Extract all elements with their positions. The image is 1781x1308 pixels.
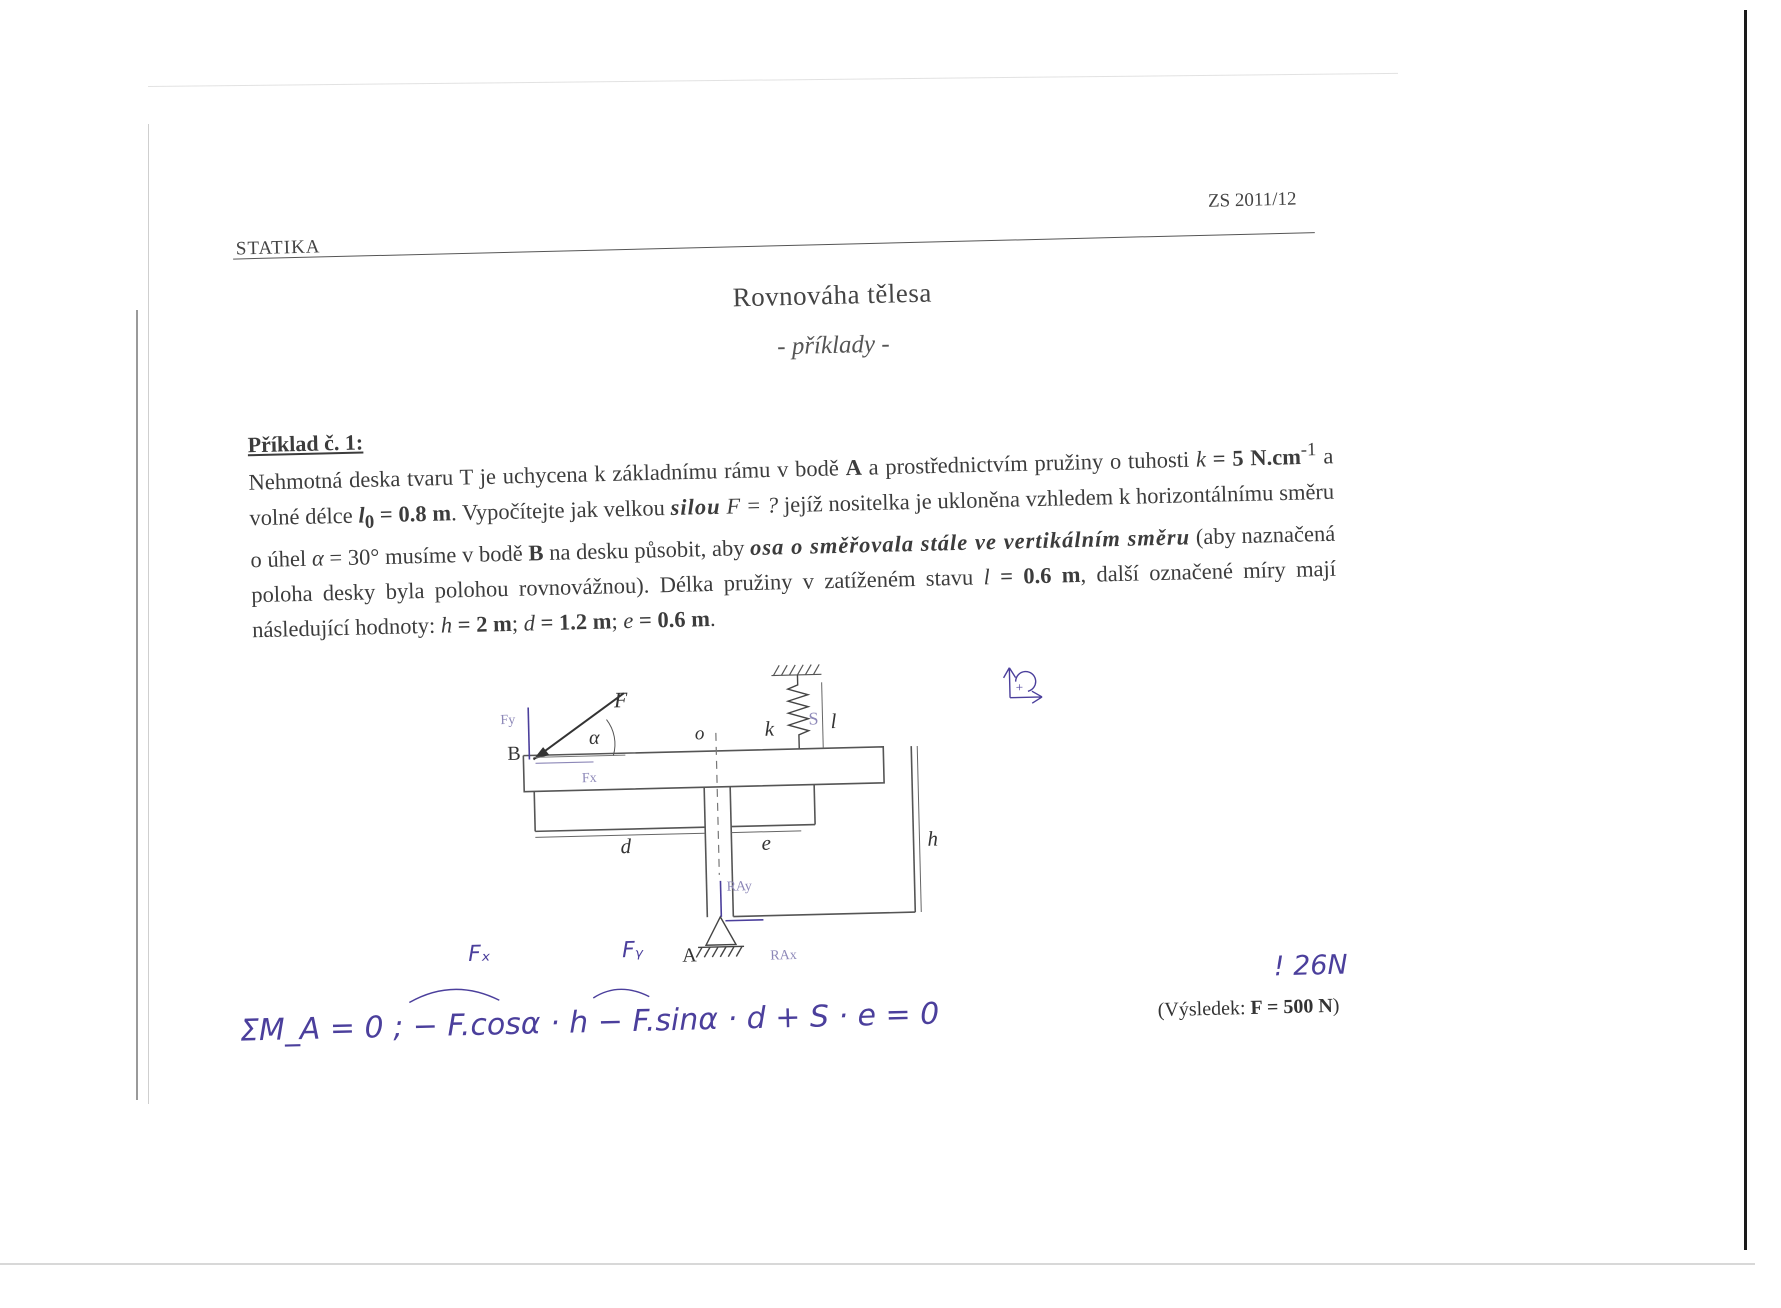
hand-fx: Fₓ [467,941,491,968]
header-rule [233,232,1315,259]
spring [787,675,809,749]
hand-fy: Fᵧ [621,937,644,964]
label-fx: Fx [581,770,597,787]
label-rax: RAx [770,948,797,964]
label-l: l [830,708,837,734]
header-course: STATIKA [235,236,321,260]
brace-fy [593,989,649,998]
handwritten-solution [238,920,941,1077]
axis-o [716,733,719,875]
ceiling-support [771,664,821,675]
handwritten-answer: ! 26N [1273,949,1349,983]
label-k: k [764,716,775,741]
force-f-arrow [532,693,626,759]
ray-arrow [720,881,721,917]
example-text: Nehmotná deska tvaru T je uchycena k základnímu rámu v bodě A a prostřednictvím pružiny o tuhosti k = 5 $N.cm^{-1}$ a volné délce $l_0 = 0.8$ m. Vypočítejte jak velkou silou F = ? jejíž nositelka je ukloněna vzhledem k horizontálnímu směru o úhel α = 30° musíme v bodě B na desku působit, aby osa o směřovala stále ve vertikálním směru (aby naznačená poloha desky byla polohou rovnovážnou). Délka pružiny v zatíženém stavu l = 0.6 m, další označené míry mají následující hodnoty: h = 2 m; d = 1.2 m; e = 0.6 m. [248,439,1337,643]
brace-fx [409,988,499,1002]
label-f: F [613,687,628,713]
fx-pencil [536,762,594,763]
label-e: e [761,830,772,855]
hand-equation: ΣM_A = 0 ; − F.cosα · h − F.sinα · d + S · e = 0 [239,996,940,1049]
result-note: (Výsledek: F = 500 N) [1157,994,1340,1022]
example-heading: Příklad č. 1: [247,429,364,458]
label-alpha: α [588,726,600,750]
label-fy: Fy [500,712,516,729]
fy-pencil [528,707,529,759]
label-a: A [682,944,697,967]
sign-plus: + [1015,679,1024,695]
label-ray: RAy [726,879,752,895]
label-s: S [808,708,819,729]
axis-condition: osa o směřovala stále ve vertikálním směru [749,524,1191,561]
label-b: B [507,742,521,766]
label-o: o [694,723,705,745]
angle-arc [606,719,615,755]
label-h: h [927,826,939,851]
rax-arrow [725,920,763,921]
page-subtitle: - příklady - [776,330,890,361]
header-semester: ZS 2011/12 [1207,188,1297,212]
label-d: d [620,834,632,859]
page-title: Rovnováha tělesa [732,277,933,313]
